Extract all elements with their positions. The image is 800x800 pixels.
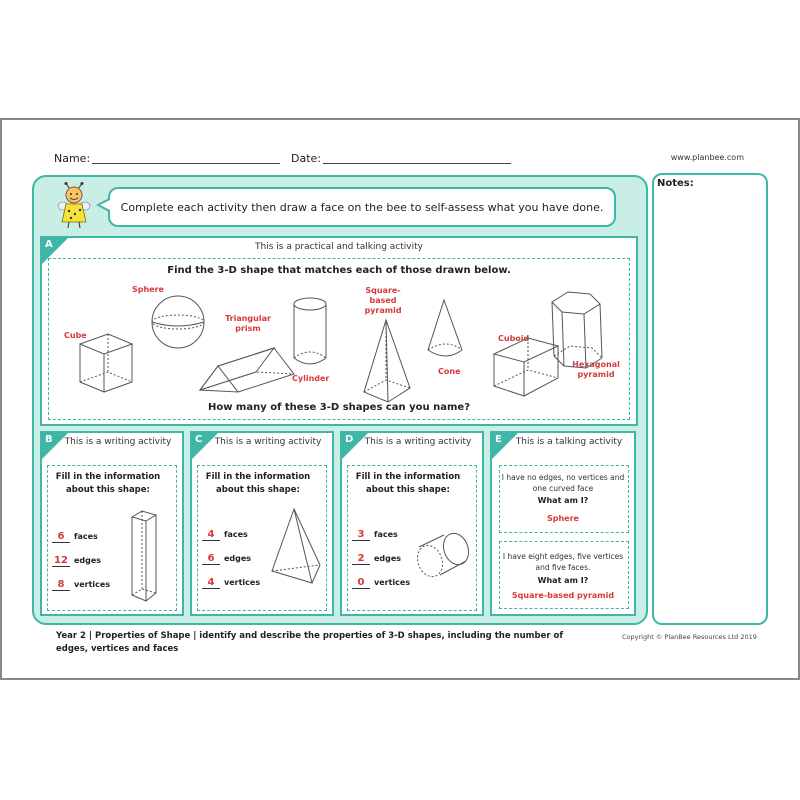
label-cuboid: Cuboid — [498, 334, 530, 343]
speech-tail-inner — [100, 200, 110, 210]
section-a-panel — [40, 236, 638, 426]
section-b-subtitle: This is a writing activity — [64, 437, 172, 447]
vertices-label: vertices — [74, 580, 111, 589]
square-pyramid-icon — [364, 320, 410, 402]
section-d-vertices-row — [352, 577, 410, 589]
label-sphere: Sphere — [132, 285, 164, 294]
label-triangular-prism: Triangular prism — [225, 314, 271, 333]
sheet-edge-left — [0, 118, 2, 680]
riddle-1-text: I have no edges, no vertices and one curved face — [501, 473, 625, 493]
label-cylinder: Cylinder — [292, 374, 330, 383]
name-label: Name: — [54, 152, 91, 165]
tetrahedron-icon — [268, 505, 324, 601]
date-label: Date: — [291, 152, 321, 165]
riddle-2-answer[interactable]: Square-based pyramid — [511, 591, 615, 600]
label-cone: Cone — [438, 367, 461, 376]
instruction-text: Complete each activity then draw a face on the bee to self-assess what you have done. — [120, 200, 604, 214]
section-e-panel — [490, 431, 636, 616]
section-d-faces-row — [352, 529, 398, 541]
riddle-2-text: I have eight edges, five vertices and five faces. — [502, 552, 624, 572]
section-a-subtitle: This is a practical and talking activity — [255, 242, 423, 252]
section-b-vertices-row — [52, 579, 110, 591]
section-b-faces-input[interactable]: 6 — [52, 531, 70, 543]
riddle-1-answer[interactable]: Sphere — [547, 514, 579, 523]
section-d-subtitle: This is a writing activity — [364, 437, 472, 447]
section-b-vertices-input[interactable]: 8 — [52, 579, 70, 591]
section-b-fill-title: Fill in the information about this shape: — [55, 472, 161, 495]
edges-label: edges — [374, 554, 402, 563]
name-field[interactable] — [92, 163, 280, 164]
notes-panel[interactable] — [652, 173, 768, 625]
faces-label: faces — [374, 530, 398, 539]
sphere-icon — [152, 296, 204, 348]
cylinder-side-icon — [414, 531, 476, 585]
section-d-edges-row — [352, 553, 401, 565]
section-c-faces-row — [202, 529, 248, 541]
section-b-faces-row — [52, 531, 98, 543]
footer-objective: Year 2 | Properties of Shape | identify and describe the properties of 3-D shapes, including the number of edges, vertices and faces — [56, 631, 564, 654]
label-square-pyramid: Square-based pyramid — [364, 286, 402, 315]
riddle-2-question: What am I? — [537, 576, 589, 585]
triangular-prism-icon — [200, 348, 294, 392]
vertices-label: vertices — [224, 578, 261, 587]
section-d-panel — [340, 431, 484, 616]
section-c-letter: C — [195, 434, 203, 445]
tall-cuboid-icon — [126, 507, 166, 607]
section-b-panel — [40, 431, 184, 616]
site-url: www.planbee.com — [670, 153, 744, 162]
section-c-faces-input[interactable]: 4 — [202, 529, 220, 541]
section-a-shapes — [42, 238, 636, 424]
section-c-subtitle: This is a writing activity — [214, 437, 322, 447]
copyright: Copyright © PlanBee Resources Ltd 2019 — [622, 633, 757, 641]
section-d-vertices-input[interactable]: 0 — [352, 577, 370, 589]
section-b-edges-input[interactable]: 12 — [52, 555, 70, 567]
section-d-edges-input[interactable]: 2 — [352, 553, 370, 565]
label-hexagonal-pyramid: Hexagonal pyramid — [572, 360, 620, 379]
hexagonal-pyramid-icon — [552, 292, 602, 368]
cuboid-icon — [494, 338, 558, 396]
section-e-subtitle: This is a talking activity — [515, 437, 623, 447]
notes-label: Notes: — [657, 178, 694, 189]
section-a-heading: Find the 3-D shape that matches each of those drawn below. — [167, 265, 511, 276]
vertices-label: vertices — [374, 578, 411, 587]
section-c-edges-row — [202, 553, 251, 565]
section-c-vertices-row — [202, 577, 260, 589]
section-d-letter: D — [345, 434, 354, 445]
instruction-bubble — [108, 187, 616, 227]
cylinder-icon — [294, 298, 326, 364]
section-c-edges-input[interactable]: 6 — [202, 553, 220, 565]
bee-icon[interactable] — [56, 182, 92, 230]
faces-label: faces — [74, 532, 98, 541]
section-a-letter: A — [45, 239, 53, 250]
section-e-letter: E — [495, 434, 502, 445]
cone-icon — [428, 300, 462, 356]
cube-icon — [80, 334, 132, 392]
section-d-faces-input[interactable]: 3 — [352, 529, 370, 541]
section-c-vertices-input[interactable]: 4 — [202, 577, 220, 589]
section-d-fill-title: Fill in the information about this shape: — [355, 472, 461, 495]
edges-label: edges — [74, 556, 102, 565]
section-b-letter: B — [45, 434, 53, 445]
section-c-fill-title: Fill in the information about this shape: — [205, 472, 311, 495]
section-a-question: How many of these 3-D shapes can you name? — [207, 402, 471, 413]
edges-label: edges — [224, 554, 252, 563]
date-field[interactable] — [323, 163, 511, 164]
faces-label: faces — [224, 530, 248, 539]
label-cube: Cube — [64, 331, 87, 340]
section-b-edges-row — [52, 555, 101, 567]
riddle-1-question: What am I? — [537, 496, 589, 505]
section-c-panel — [190, 431, 334, 616]
